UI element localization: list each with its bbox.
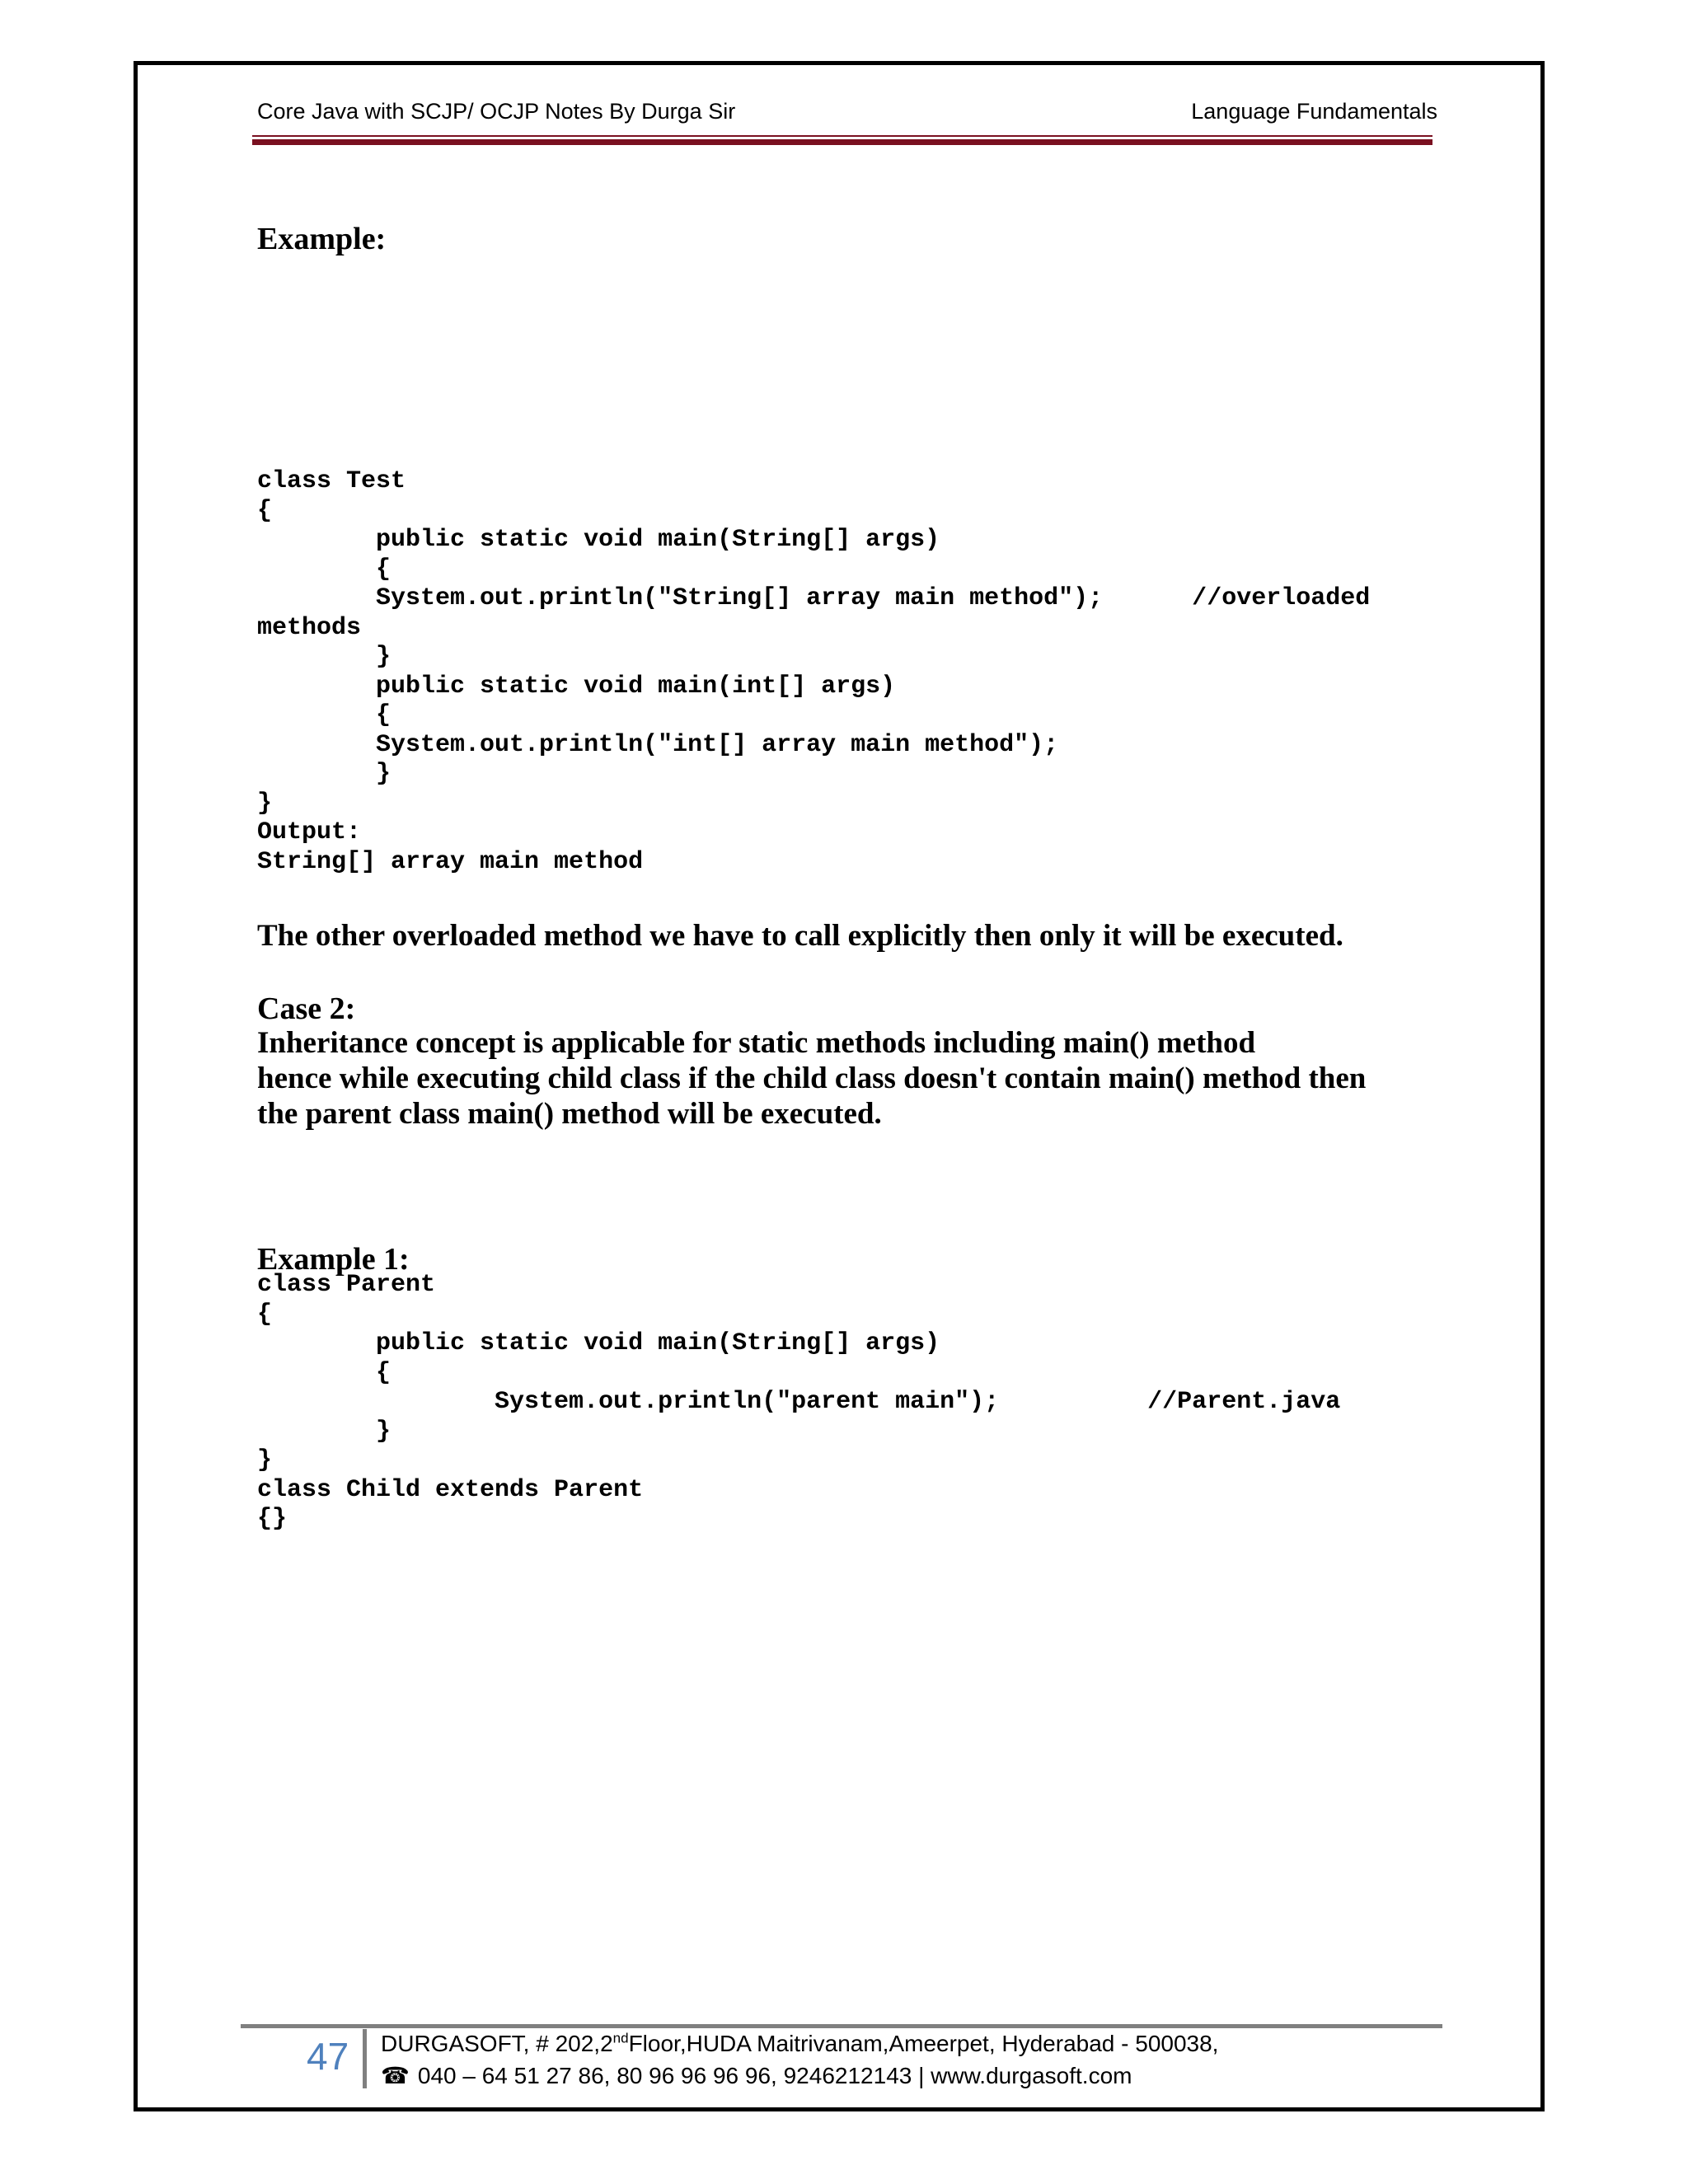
footer-contact (381, 2062, 1132, 2089)
header-rule (252, 135, 1432, 137)
footer-address-sup: nd (612, 2030, 629, 2046)
example1-heading: Example 1: (257, 1242, 410, 1277)
page-number: 47 (307, 2035, 349, 2078)
page-header (257, 99, 1437, 132)
footer-address (381, 2031, 1218, 2057)
footer-address-start: DURGASOFT, # 202,2 (381, 2031, 613, 2056)
footer-address-end: Floor,HUDA Maitrivanam,Ameerpet, Hyderabad - 500038, (628, 2031, 1219, 2056)
footer-rule (241, 2024, 1442, 2028)
case2-heading: Case 2: (257, 991, 356, 1026)
header-book-title: Core Java with SCJP/ OCJP Notes By Durga Sir (257, 99, 736, 124)
overload-note: The other overloaded method we have to call explicitly then only it will be executed. (257, 919, 1343, 953)
header-chapter-title: Language Fundamentals (1191, 99, 1437, 124)
code-block-test: class Test { public static void main(String[] args) { System.out.println("String[] array main method"); //overloaded methods } public static void main(int[] args) { System.out.println("int[] array main method"); } } Output: String[] array main method (257, 467, 1371, 876)
footer-contact-text: 040 – 64 51 27 86, 80 96 96 96 96, 9246212143 | www.durgasoft.com (417, 2063, 1132, 2088)
example-heading: Example: (257, 222, 387, 256)
footer-divider (363, 2029, 367, 2088)
header-rule-thick (252, 139, 1432, 145)
phone-icon: ☎ (381, 2063, 410, 2088)
code-block-parent: class Parent { public static void main(String[] args) { System.out.println("parent main"); //Parent.java } } class Child extends Parent {} (257, 1271, 1341, 1533)
case2-line-1: Inheritance concept is applicable for static methods including main() method (257, 1026, 1256, 1060)
case2-line-3: the parent class main() method will be executed. (257, 1097, 882, 1131)
case2-line-2: hence while executing child class if the child class doesn't contain main() method then (257, 1062, 1367, 1095)
